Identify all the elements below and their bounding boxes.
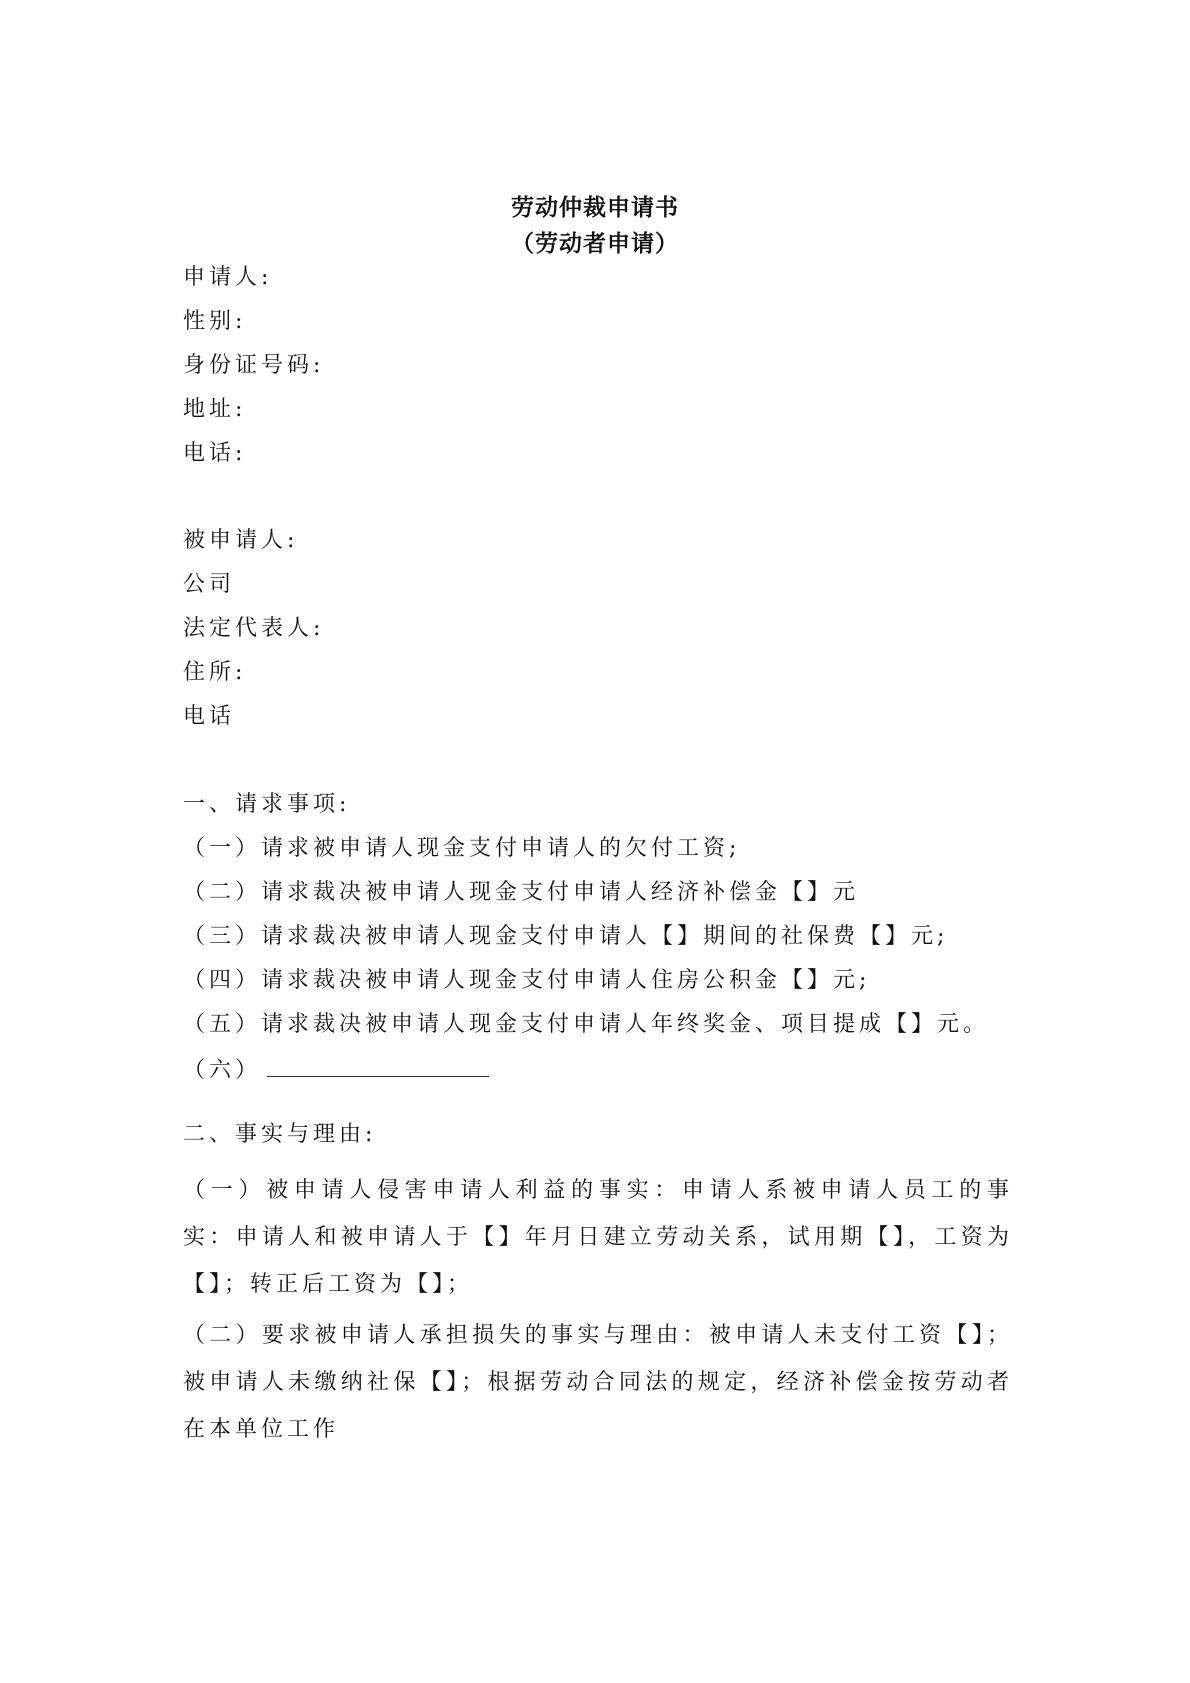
claim-item-1: （一）请求被申请人现金支付申请人的欠付工资; [183,836,741,861]
fill-in-blank-line [267,1054,489,1077]
applicant-address-label: 地址: [183,397,247,422]
facts-heading: 二、事实与理由: [183,1122,377,1147]
applicant-phone-label: 电话: [183,441,247,466]
claim-item-5: （五）请求裁决被申请人现金支付申请人年终奖金、项目提成【】元。 [183,1012,990,1037]
claim-item-3: （三）请求裁决被申请人现金支付申请人【】期间的社保费【】元; [183,924,949,949]
applicant-id-label: 身份证号码: [183,353,325,378]
respondent-label: 被申请人: [183,528,299,553]
facts-paragraph-1: （一）被申请人侵害申请人利益的事实：申请人系被申请人员工的事实：申请人和被申请人于【】年月日建立劳动关系，试用期【】，工资为【】；转正后工资为【】； [183,1178,1013,1297]
claim-item-6 [183,1054,489,1086]
claims-heading: 一、请求事项: [183,792,351,817]
title-block [0,190,1190,262]
claim-item-4: （四）请求裁决被申请人现金支付申请人住房公积金【】元; [183,968,871,993]
applicant-name-label: 申请人: [183,265,273,290]
respondent-company-label: 公司 [183,572,236,597]
respondent-residence-label: 住所: [183,660,247,685]
applicant-gender-label: 性别: [183,309,247,334]
facts-paragraph-2: （二）要求被申请人承担损失的事实与理由：被申请人未支付工资【】；被申请人未缴纳社保【】；根据劳动合同法的规定，经济补偿金按劳动者在本单位工作 [183,1323,1013,1442]
document-subtitle: （劳动者申请） [511,230,679,257]
document-title: 劳动仲裁申请书 [511,194,679,221]
respondent-legal-rep-label: 法定代表人: [183,616,325,641]
respondent-phone-label: 电话 [183,704,236,729]
claim-item-6-label: （六） [183,1058,262,1083]
claim-item-2: （二）请求裁决被申请人现金支付申请人经济补偿金【】元 [183,880,860,905]
